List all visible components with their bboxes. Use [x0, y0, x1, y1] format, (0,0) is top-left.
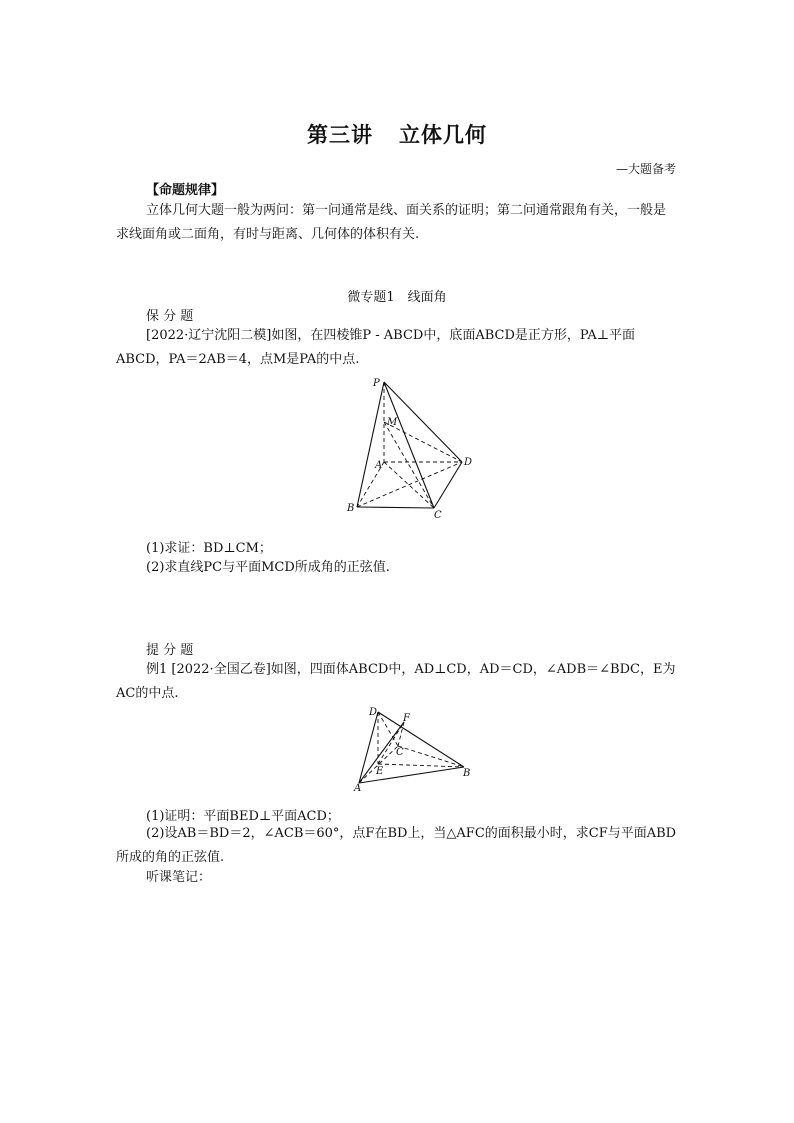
- section1-label: 保 分 题: [146, 309, 194, 324]
- edge-pb: [357, 382, 384, 507]
- section1-question-1: (1)求证：BD⊥CM；: [146, 541, 272, 556]
- section2-problem: 例1 [2022·全国乙卷]如图，四面体ABCD中，AD⊥CD，AD＝CD，∠ADB＝∠BDC，E为AC的中点.: [116, 662, 676, 701]
- section1-problem: [2022·辽宁沈阳二模]如图，在四棱锥P - ABCD中，底面ABCD是正方形，PA⊥平面ABCD，PA＝2AB＝4，点M是PA的中点.: [116, 328, 636, 367]
- tetrahedron-figure: [350, 703, 475, 793]
- label-m: M: [387, 417, 398, 428]
- edge-cd: [434, 462, 462, 508]
- rule-text: 立体几何大题一般为两问：第一问通常是线、面关系的证明；第二问通常跟角有关，一般是求线面角或二面角，有时与距离、几何体的体积有关.: [116, 203, 667, 242]
- subtitle: —大题备考: [615, 162, 676, 176]
- label-p: P: [373, 378, 380, 389]
- label-d: D: [369, 707, 378, 718]
- label-c: C: [396, 747, 404, 758]
- section2-question-2: (2)设AB＝BD＝2，∠ACB＝60°，点F在BD上，当△AFC的面积最小时，求CF与平面ABD所成的角的正弦值.: [116, 826, 677, 865]
- rule-heading: 【命题规律】: [146, 183, 225, 198]
- label-e: E: [376, 766, 384, 777]
- edge-ab: [359, 767, 464, 783]
- label-f: F: [403, 713, 410, 724]
- label-a: A: [354, 783, 362, 793]
- label-d: D: [464, 457, 473, 468]
- section2-question-1: (1)证明：平面BED⊥平面ACD；: [146, 809, 340, 824]
- lecture-notes-label: 听课笔记：: [146, 870, 212, 885]
- edge-cb: [398, 746, 464, 767]
- lecture-topic: 立体几何: [399, 122, 487, 147]
- edge-dc: [378, 712, 398, 746]
- lecture-number: 第三讲: [307, 122, 373, 147]
- edge-bc: [357, 507, 434, 508]
- page-title: [0, 119, 794, 149]
- label-a: A: [375, 460, 383, 471]
- pyramid-figure: [340, 372, 480, 522]
- label-b: B: [347, 503, 355, 514]
- section1-question-2: (2)求直线PC与平面MCD所成角的正弦值.: [146, 560, 390, 575]
- edge-pc: [384, 382, 434, 508]
- label-c: C: [434, 510, 442, 521]
- label-b: B: [463, 768, 471, 779]
- diag-bd: [357, 462, 462, 507]
- segment-eb: [378, 764, 464, 767]
- section2-label: 提 分 题: [146, 643, 194, 658]
- micro-topic-title: 微专题1 线面角: [347, 290, 447, 305]
